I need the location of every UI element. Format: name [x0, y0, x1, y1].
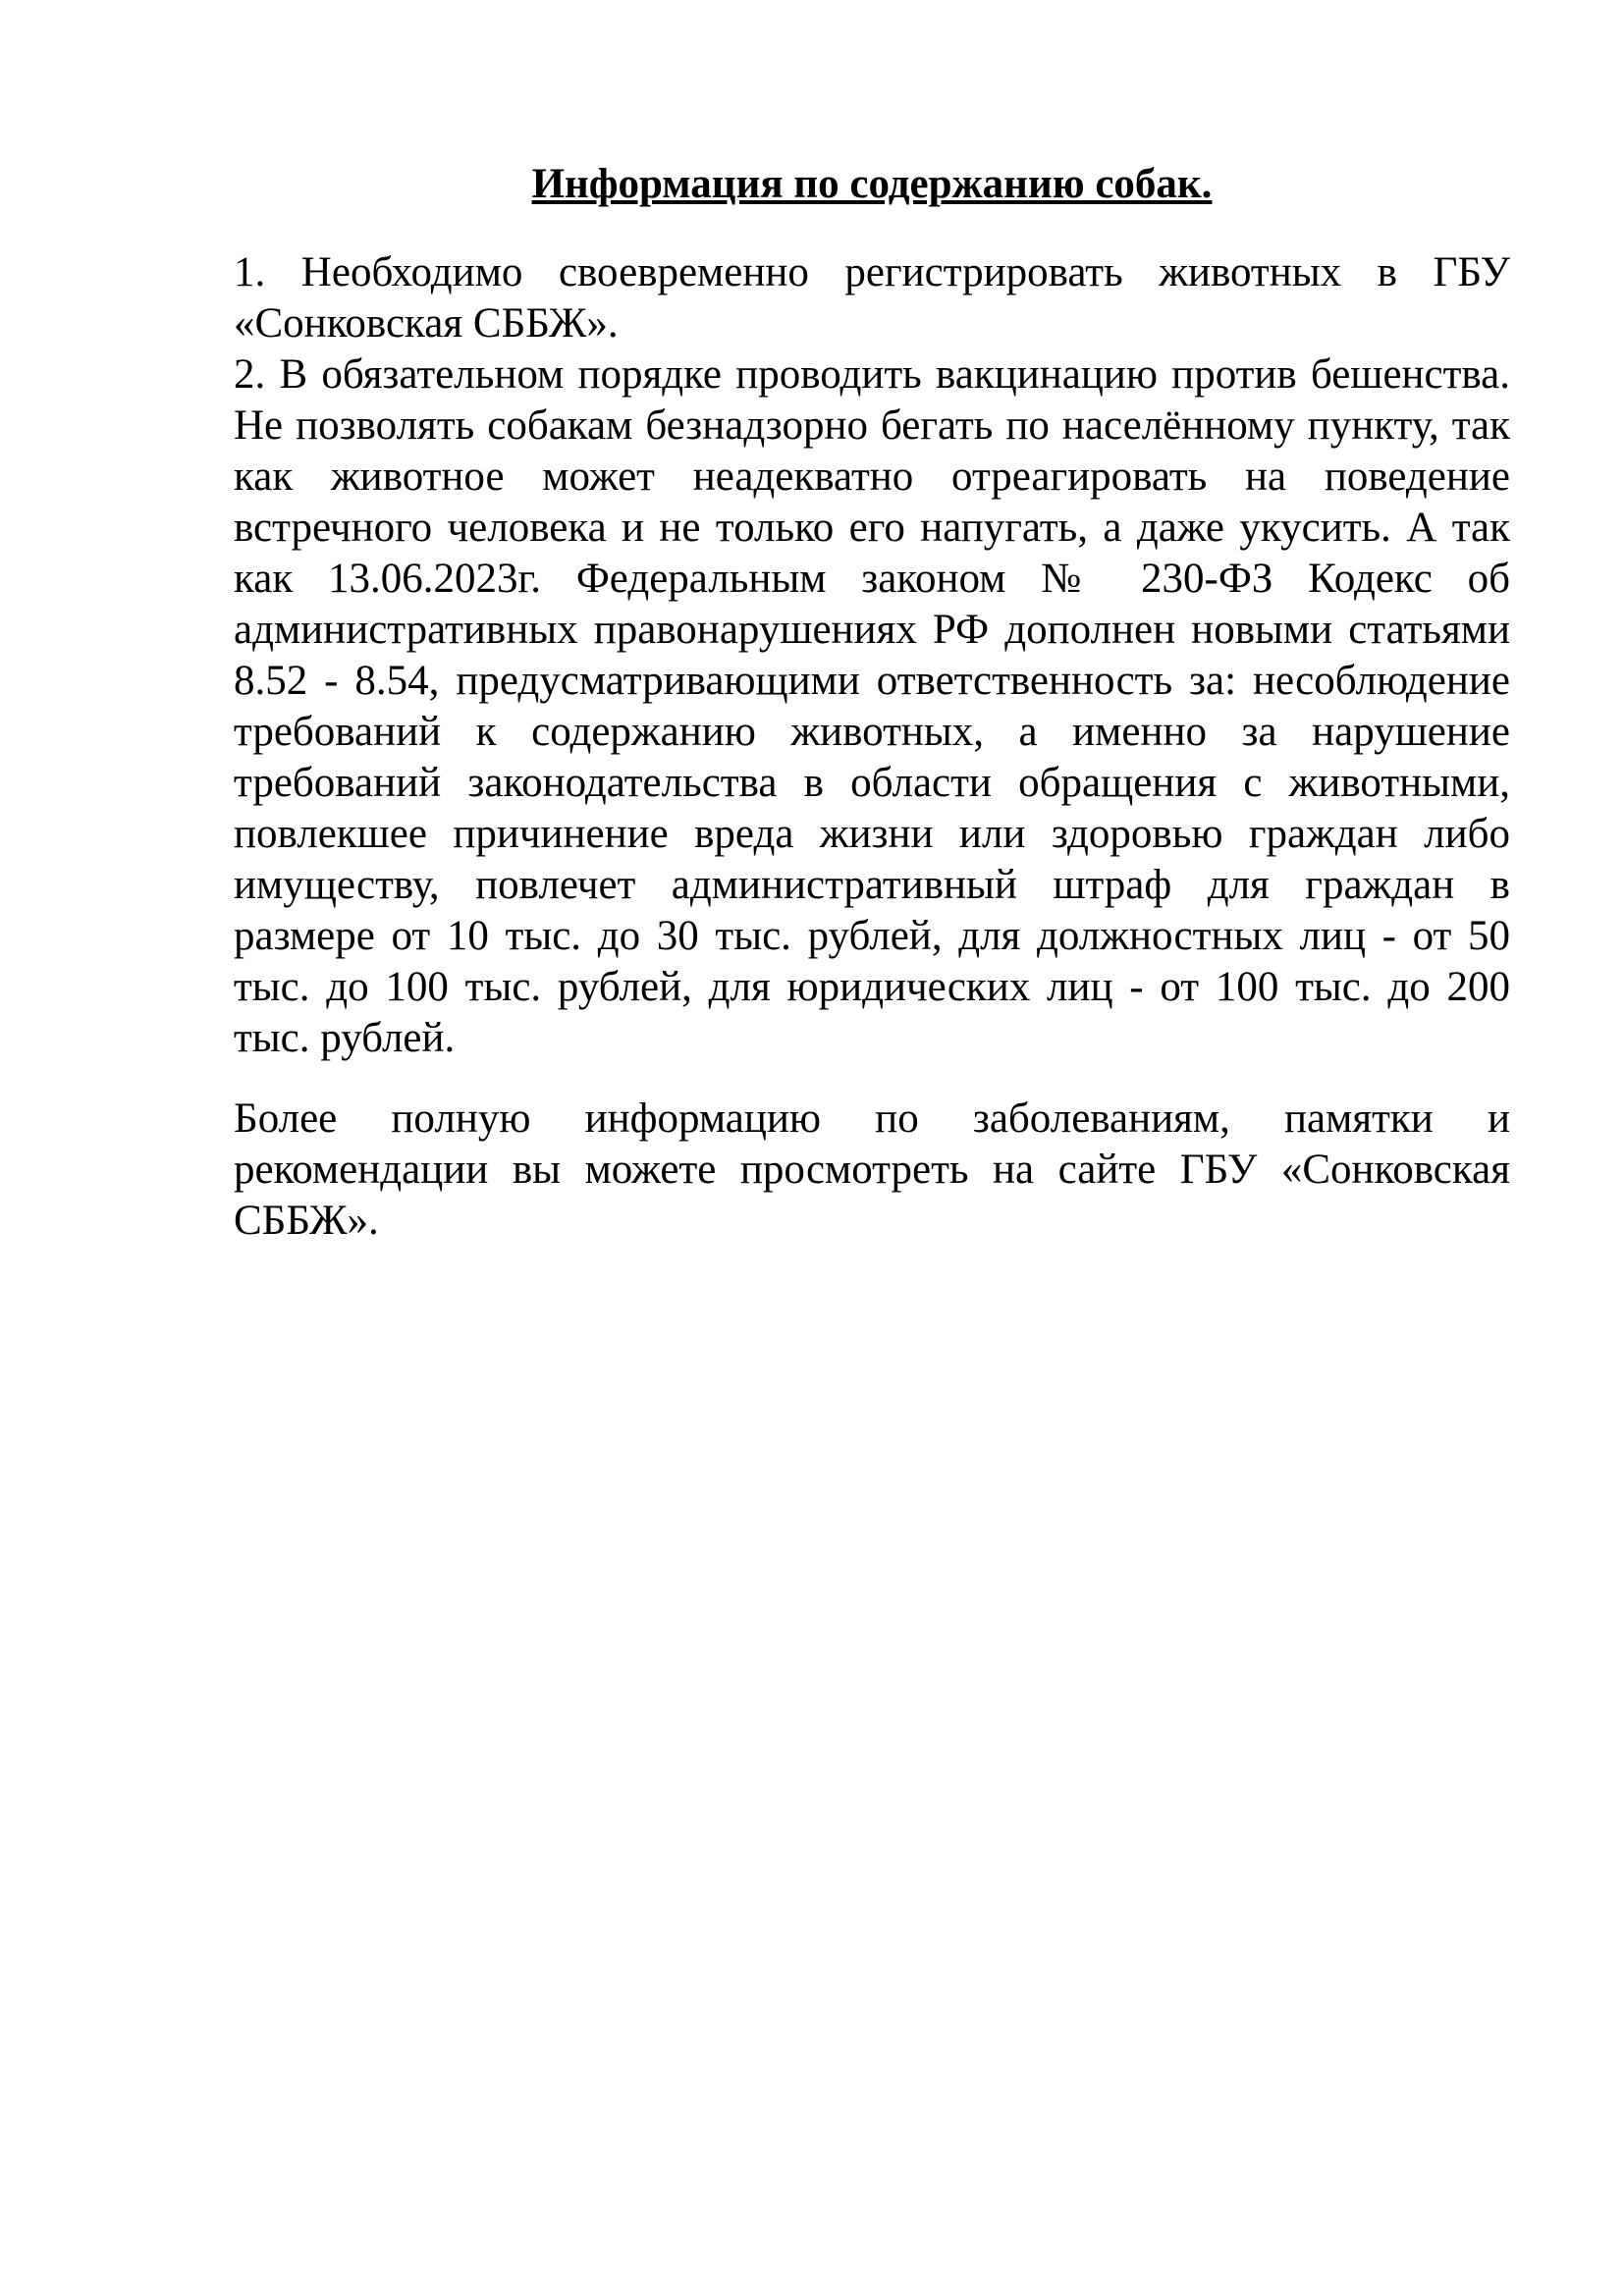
paragraph-item-1: 1. Необходимо своевременно регистрировать животных в ГБУ «Сонковская СББЖ».	[234, 249, 1510, 347]
document-body	[234, 147, 1510, 1289]
document-title: Информация по содержанию собак.	[531, 161, 1213, 207]
paragraph-footer: Более полную информацию по заболеваниям, памятки и рекомендации вы можете просмотреть на сайте ГБУ «Сонковская СББЖ».	[234, 1095, 1510, 1244]
paragraph-item-2: 2. В обязательном порядке проводить вакцинацию против бешенства. Не позволять собакам безнадзорно бегать по населённому пункту, так как животное может неадекватно отреагировать на поведение встречного человека и не только его напугать, а даже укусить. А так как 13.06.2023г. Федеральным законом № 230-ФЗ Кодекс об административных правонарушениях РФ дополнен новыми статьями 8.52 - 8.54, предусматривающими ответственность за: несоблюдение требований к содержанию животных, а именно за нарушение требований законодательства в области обращения с животными, повлекшее причинение вреда жизни или здоровью граждан либо имуществу, повлечет административный штраф для граждан в размере от 10 тыс. до 30 тыс. рублей, для должностных лиц - от 50 тыс. до 100 тыс. рублей, для юридических лиц - от 100 тыс. до 200 тыс. рублей.	[234, 351, 1510, 1061]
